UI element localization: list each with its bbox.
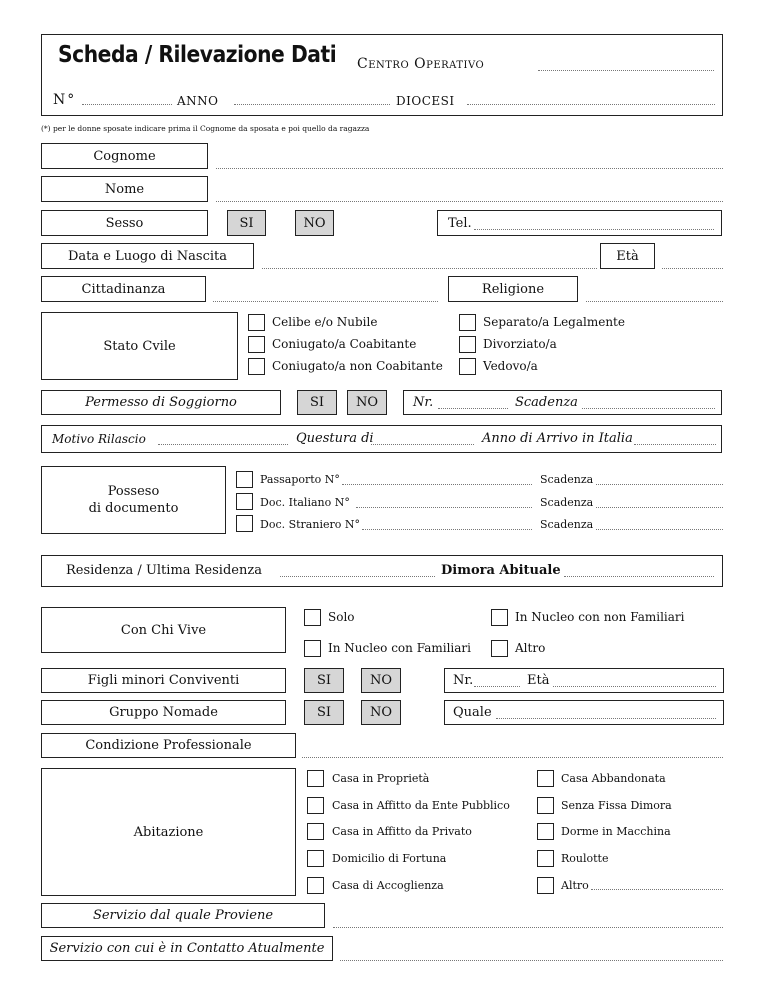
casa-abbandonata-checkbox[interactable]	[537, 770, 554, 787]
nucleo-familiari-checkbox[interactable]	[304, 640, 321, 657]
religione-field[interactable]	[586, 301, 723, 302]
permesso-scadenza-field[interactable]	[582, 408, 715, 409]
sesso-si-box[interactable]: SI	[227, 210, 266, 236]
motivo-rilascio-field[interactable]	[158, 444, 288, 445]
affitto-privato-checkbox[interactable]	[307, 823, 324, 840]
doc-straniero-scadenza-field[interactable]	[596, 529, 723, 530]
celibe-label: Celibe e/o Nubile	[272, 315, 378, 329]
quale-label: Quale	[453, 705, 492, 720]
coniugato-coabitante-label: Coniugato/a Coabitante	[272, 337, 417, 351]
casa-proprieta-label: Casa in Proprietà	[332, 772, 430, 785]
quale-field[interactable]	[496, 718, 716, 719]
questura-label: Questura di	[296, 431, 374, 446]
coniugato-coabitante-checkbox[interactable]	[248, 336, 265, 353]
con-chi-vive-altro-label: Altro	[515, 641, 546, 655]
figli-si-box[interactable]: SI	[304, 668, 344, 693]
data-luogo-nascita-field[interactable]	[262, 268, 597, 269]
vedovo-checkbox[interactable]	[459, 358, 476, 375]
diocesi-field[interactable]	[467, 104, 715, 105]
gruppo-nomade-label: Gruppo Nomade	[41, 700, 286, 725]
dorme-macchina-label: Dorme in Macchina	[561, 825, 671, 838]
con-chi-vive-label: Con Chi Vive	[41, 607, 286, 653]
dorme-macchina-checkbox[interactable]	[537, 823, 554, 840]
permesso-nr-field[interactable]	[438, 408, 508, 409]
anno-arrivo-field[interactable]	[634, 444, 716, 445]
figli-nr-box	[444, 668, 724, 693]
religione-label: Religione	[448, 276, 578, 302]
numero-field[interactable]	[82, 104, 172, 105]
figli-no-box[interactable]: NO	[361, 668, 401, 693]
casa-proprieta-checkbox[interactable]	[307, 770, 324, 787]
quale-box	[444, 700, 724, 725]
doc-straniero-scadenza-label: Scadenza	[540, 518, 594, 531]
motivo-rilascio-label: Motivo Rilascio	[52, 432, 146, 446]
separato-label: Separato/a Legalmente	[483, 315, 625, 329]
doc-straniero-field[interactable]	[362, 529, 532, 530]
stato-civile-label: Stato Cvile	[41, 312, 238, 380]
figli-nr-label: Nr.	[453, 673, 474, 688]
page-title: Scheda / Rilevazione Dati	[58, 42, 337, 68]
coniugato-non-coabitante-label: Coniugato/a non Coabitante	[272, 359, 443, 373]
solo-checkbox[interactable]	[304, 609, 321, 626]
permesso-no-box[interactable]: NO	[347, 390, 387, 415]
con-chi-vive-altro-checkbox[interactable]	[491, 640, 508, 657]
abitazione-altro-field[interactable]	[591, 889, 723, 890]
doc-straniero-label: Doc. Straniero N°	[260, 518, 360, 531]
roulotte-checkbox[interactable]	[537, 850, 554, 867]
doc-italiano-scadenza-field[interactable]	[596, 507, 723, 508]
passaporto-label: Passaporto N°	[260, 473, 340, 486]
possesso-label-line1: Posseso	[107, 484, 160, 499]
abitazione-label: Abitazione	[41, 768, 296, 896]
passaporto-field[interactable]	[342, 484, 532, 485]
figli-eta-field[interactable]	[553, 686, 716, 687]
figli-nr-field[interactable]	[474, 686, 520, 687]
permesso-si-box[interactable]: SI	[297, 390, 337, 415]
nucleo-familiari-label: In Nucleo con Familiari	[328, 641, 471, 655]
dimora-label: Dimora Abituale	[441, 563, 561, 578]
dimora-field[interactable]	[564, 576, 714, 577]
passaporto-scadenza-field[interactable]	[596, 484, 723, 485]
passaporto-checkbox[interactable]	[236, 471, 253, 488]
solo-label: Solo	[328, 610, 355, 624]
casa-abbandonata-label: Casa Abbandonata	[561, 772, 666, 785]
cognome-field[interactable]	[216, 168, 723, 169]
numero-label: N°	[53, 92, 77, 108]
nucleo-non-familiari-label: In Nucleo con non Familiari	[515, 610, 685, 624]
domicilio-fortuna-label: Domicilio di Fortuna	[332, 852, 447, 865]
passaporto-scadenza-label: Scadenza	[540, 473, 594, 486]
doc-straniero-checkbox[interactable]	[236, 515, 253, 532]
anno-label: ANNO	[177, 94, 219, 108]
servizio-proviene-field[interactable]	[333, 927, 723, 928]
note-text: (*) per le donne sposate indicare prima il Cognome da sposata e poi quello da ragazza	[41, 124, 370, 133]
coniugato-non-coabitante-checkbox[interactable]	[248, 358, 265, 375]
servizio-contatto-field[interactable]	[340, 960, 723, 961]
tel-box	[437, 210, 722, 236]
nomade-no-box[interactable]: NO	[361, 700, 401, 725]
figli-eta-label: Età	[527, 673, 550, 688]
condizione-professionale-field[interactable]	[302, 757, 723, 758]
servizio-contatto-label: Servizio con cui è in Contatto Atualmente	[41, 936, 333, 961]
permesso-soggiorno-label: Permesso di Soggiorno	[41, 390, 281, 415]
residenza-label: Residenza / Ultima Residenza	[66, 563, 262, 578]
residenza-field[interactable]	[280, 576, 435, 577]
questura-field[interactable]	[371, 444, 474, 445]
cognome-label: Cognome	[41, 143, 208, 169]
nome-label: Nome	[41, 176, 208, 202]
anno-field[interactable]	[234, 104, 390, 105]
abitazione-altro-label: Altro	[561, 879, 589, 892]
figli-minori-label: Figli minori Conviventi	[41, 668, 286, 693]
tel-field[interactable]	[474, 229, 714, 230]
domicilio-fortuna-checkbox[interactable]	[307, 850, 324, 867]
divorziato-label: Divorziato/a	[483, 337, 557, 351]
diocesi-label: DIOCESI	[396, 94, 455, 108]
nucleo-non-familiari-checkbox[interactable]	[491, 609, 508, 626]
doc-italiano-scadenza-label: Scadenza	[540, 496, 594, 509]
casa-accoglienza-checkbox[interactable]	[307, 877, 324, 894]
senza-dimora-label: Senza Fissa Dimora	[561, 799, 672, 812]
condizione-professionale-label: Condizione Professionale	[41, 733, 296, 758]
permesso-scadenza-label: Scadenza	[515, 395, 578, 410]
separato-checkbox[interactable]	[459, 314, 476, 331]
centro-operativo-field[interactable]	[538, 70, 714, 71]
data-luogo-nascita-label: Data e Luogo di Nascita	[41, 243, 254, 269]
cittadinanza-field[interactable]	[213, 301, 438, 302]
centro-operativo-label: Centro Operativo	[357, 56, 485, 72]
vedovo-label: Vedovo/a	[483, 359, 538, 373]
doc-italiano-label: Doc. Italiano N°	[260, 496, 350, 509]
abitazione-altro-checkbox[interactable]	[537, 877, 554, 894]
tel-label: Tel.	[448, 215, 472, 231]
senza-dimora-checkbox[interactable]	[537, 797, 554, 814]
sesso-label: Sesso	[41, 210, 208, 236]
eta-label: Età	[600, 243, 655, 269]
doc-italiano-field[interactable]	[356, 507, 532, 508]
affitto-ente-label: Casa in Affitto da Ente Pubblico	[332, 799, 510, 812]
nomade-si-box[interactable]: SI	[304, 700, 344, 725]
nome-field[interactable]	[216, 201, 723, 202]
sesso-no-box[interactable]: NO	[295, 210, 334, 236]
divorziato-checkbox[interactable]	[459, 336, 476, 353]
affitto-privato-label: Casa in Affitto da Privato	[332, 825, 472, 838]
cittadinanza-label: Cittadinanza	[41, 276, 206, 302]
eta-field[interactable]	[662, 268, 723, 269]
doc-italiano-checkbox[interactable]	[236, 493, 253, 510]
possesso-label-line2: di documento	[88, 501, 179, 516]
roulotte-label: Roulotte	[561, 852, 609, 865]
affitto-ente-checkbox[interactable]	[307, 797, 324, 814]
anno-arrivo-label: Anno di Arrivo in Italia	[482, 431, 633, 446]
servizio-proviene-label: Servizio dal quale Proviene	[41, 903, 325, 928]
permesso-nr-label: Nr.	[413, 395, 434, 410]
celibe-checkbox[interactable]	[248, 314, 265, 331]
casa-accoglienza-label: Casa di Accoglienza	[332, 879, 444, 892]
possesso-documento-label	[41, 466, 226, 534]
